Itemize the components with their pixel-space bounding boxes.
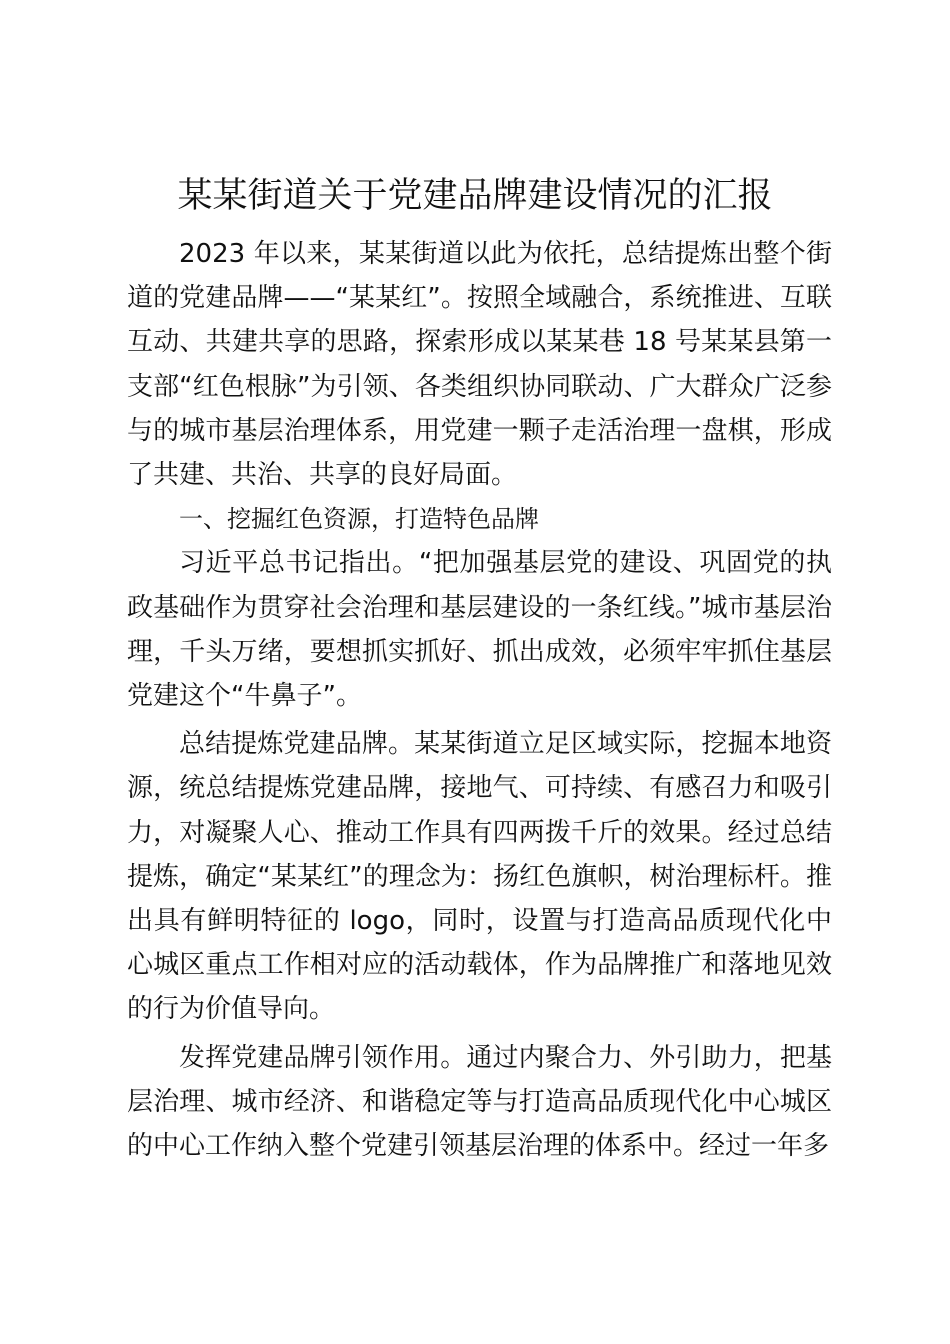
intro-paragraph: 2023 年以来，某某街道以此为依托，总结提炼出整个街道的党建品牌——“某某红”。按照全域融合，系统推进、互联互动、共建共享的思路，探索形成以某某巷 18 号某某县第一支部“红色根脉”为引领、各类组织协同联动、广大群众广泛参与的城市基层治理体系，用党建一颗子走活治理一盘棋，形成了共建、共治、共享的良好局面。: [127, 239, 832, 491]
document-body: [127, 232, 832, 1168]
quote-paragraph: 习近平总书记指出。“把加强基层党的建设、巩固党的执政基础作为贯穿社会治理和基层建设的一条红线。”城市基层治理，千头万绪，要想抓实抓好、抓出成效，必须牢牢抓住基层党建这个“牛鼻子”。: [127, 548, 832, 712]
document-title: 某某街道关于党建品牌建设情况的汇报: [177, 176, 773, 216]
brand-summary-paragraph: 总结提炼党建品牌。某某街道立足区域实际，挖掘本地资源，统总结提炼党建品牌，接地气、可持续、有感召力和吸引力，对凝聚人心、推动工作具有四两拨千斤的效果。经过总结提炼，确定“某某红”的理念为：扬红色旗帜，树治理标杆。推出具有鲜明特征的 logo，同时，设置与打造高品质现代化中心城区重点工作相对应的活动载体，作为品牌推广和落地见效的行为价值导向。: [127, 729, 832, 1025]
section-heading-1: 一、挖掘红色资源，打造特色品牌: [179, 505, 539, 534]
brand-leading-paragraph: 发挥党建品牌引领作用。通过内聚合力、外引助力，把基层治理、城市经济、和谐稳定等与打造高品质现代化中心城区的中心工作纳入整个党建引领基层治理的体系中。经过一年多: [127, 1042, 832, 1162]
